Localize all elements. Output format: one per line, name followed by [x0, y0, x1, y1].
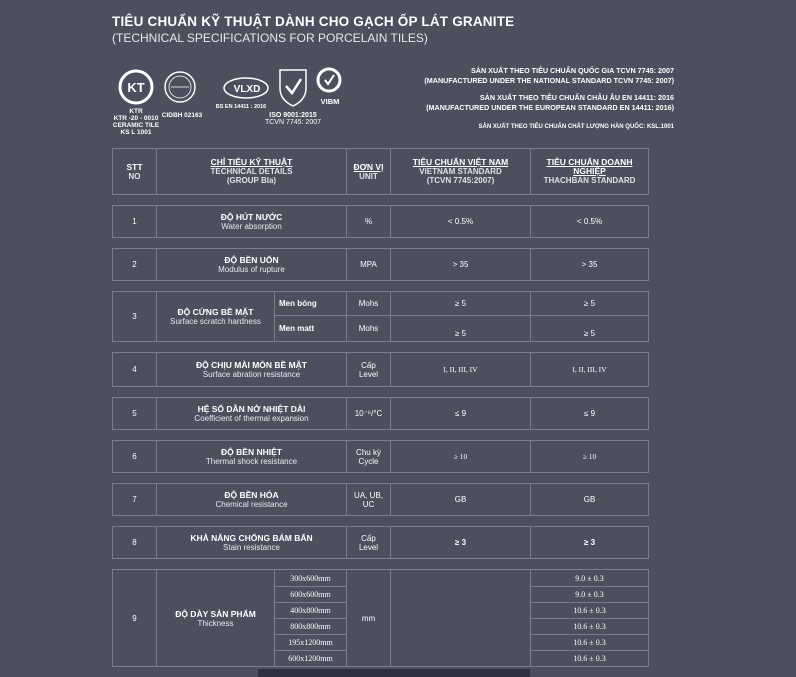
footer-bar — [258, 669, 530, 677]
thickness-size: 600x600mm — [275, 587, 347, 603]
thickness-size: 300x600mm — [275, 570, 347, 587]
row-co-value: < 0.5% — [531, 206, 649, 238]
thickness-value: 9.0 ± 0.3 — [531, 587, 649, 603]
row-no: 9 — [113, 570, 157, 667]
row-unit: Cấp Level — [347, 527, 391, 559]
thickness-size: 600x1200mm — [275, 651, 347, 667]
table-row — [113, 484, 649, 516]
product-certification-seal-icon — [163, 70, 197, 104]
header-stt: STT NO — [113, 149, 157, 195]
row-co-value: ≤ 9 — [531, 398, 649, 430]
header-vn-standard: TIÊU CHUẨN VIỆT NAM VIETNAM STANDARD (TCVN 7745:2007) — [391, 149, 531, 195]
row-spec: ĐỘ DÀY SẢN PHẨM Thickness — [157, 570, 275, 667]
row-unit: Mohs — [347, 316, 391, 342]
row-vn-value: ≥ 5 — [391, 292, 531, 316]
row-unit: UA, UB, UC — [347, 484, 391, 516]
kt-logo-icon — [116, 68, 156, 106]
row-vn-value: > 35 — [391, 249, 531, 281]
table-row — [113, 249, 649, 281]
row-no: 8 — [113, 527, 157, 559]
page-title: TIÊU CHUẨN KỸ THUẬT DÀNH CHO GẠCH ỐP LÁT GRANITE — [112, 14, 515, 29]
thickness-size: 800x800mm — [275, 619, 347, 635]
row-spec: ĐỘ BỀN UỐN Modulus of rupture — [157, 249, 347, 281]
thickness-size: 400x800mm — [275, 603, 347, 619]
row-spec: ĐỘ CỨNG BỀ MẶT Surface scratch hardness — [157, 292, 275, 342]
row-spec: ĐỘ BỀN HÓA Chemical resistance — [157, 484, 347, 516]
row-vn-value: < 0.5% — [391, 206, 531, 238]
spec-table — [112, 148, 649, 667]
vibm-caption: VIBM — [320, 97, 340, 106]
certification-logos — [106, 64, 381, 144]
row-co-value: I, II, III, IV — [531, 353, 649, 387]
row-vn-value — [391, 570, 531, 667]
iso-caption: ISO 9001:2015 TCVN 7745: 2007 — [264, 112, 322, 126]
standard-eu-en: (MANUFACTURED UNDER THE EUROPEAN STANDARD EN 14411: 2016) — [426, 103, 674, 112]
table-row — [113, 206, 649, 238]
page-subtitle: (TECHNICAL SPECIFICATIONS FOR PORCELAIN TILES) — [112, 31, 428, 45]
thickness-value: 10.6 ± 0.3 — [531, 651, 649, 667]
row-no: 1 — [113, 206, 157, 238]
ktr-caption: KTR KTR -20 - 0010 CERAMIC TILE KS L 1001 — [112, 108, 160, 136]
row-no: 6 — [113, 441, 157, 473]
row-vn-value: ≤ 9 — [391, 398, 531, 430]
row-subtype-matt: Men matt — [275, 316, 347, 342]
standard-korea: SẢN XUẤT THEO TIÊU CHUẨN CHẤT LƯỢNG HÀN QUỐC: KSL.1001 — [478, 124, 674, 130]
header-company-standard: TIÊU CHUẨN DOANH NGHIỆP THACHBAN STANDARD — [531, 149, 649, 195]
row-co-value: ≥ 3 — [531, 527, 649, 559]
vlxd-logo-icon — [214, 76, 270, 100]
thickness-value: 9.0 ± 0.3 — [531, 570, 649, 587]
row-unit: 10⁻⁶/°C — [347, 398, 391, 430]
row-vn-value: GB — [391, 484, 531, 516]
row-no: 5 — [113, 398, 157, 430]
thickness-value: 10.6 ± 0.3 — [531, 635, 649, 651]
row-co-value: GB — [531, 484, 649, 516]
row-spec: ĐỘ HÚT NƯỚC Water absorption — [157, 206, 347, 238]
row-subtype-gloss: Men bóng — [275, 292, 347, 316]
cert-caption: CIDBH 02163 — [161, 112, 203, 119]
row-unit: mm — [347, 570, 391, 667]
row-unit: MPA — [347, 249, 391, 281]
row-spec: ĐỘ BỀN NHIỆT Thermal shock resistance — [157, 441, 347, 473]
vibm-logo-icon — [314, 66, 344, 98]
thickness-value: 10.6 ± 0.3 — [531, 603, 649, 619]
row-no: 2 — [113, 249, 157, 281]
table-row — [113, 353, 649, 387]
kt-mark: KT — [127, 80, 145, 95]
thickness-value: 10.6 ± 0.3 — [531, 619, 649, 635]
row-co-value: ≥ 5 — [531, 316, 649, 342]
row-no: 3 — [113, 292, 157, 342]
row-vn-value: ≥ 10 — [391, 441, 531, 473]
row-vn-value: I, II, III, IV — [391, 353, 531, 387]
table-header-row — [113, 149, 649, 195]
row-co-value: > 35 — [531, 249, 649, 281]
standard-national-en: (MANUFACTURED UNDER THE NATIONAL STANDARD TCVN 7745: 2007) — [424, 76, 674, 85]
table-row — [113, 398, 649, 430]
row-vn-value: ≥ 5 — [391, 316, 531, 342]
row-no: 4 — [113, 353, 157, 387]
row-spec: ĐỘ CHỊU MÀI MÒN BỀ MẶT Surface abration resistance — [157, 353, 347, 387]
quality-shield-icon — [276, 66, 310, 108]
row-no: 7 — [113, 484, 157, 516]
row-co-value: ≥ 10 — [531, 441, 649, 473]
thickness-size: 195x1200mm — [275, 635, 347, 651]
table-row — [113, 527, 649, 559]
vlxd-caption: BS EN 14411 : 2016 — [215, 104, 267, 110]
row-unit: Mohs — [347, 292, 391, 316]
row-unit: Cấp Level — [347, 353, 391, 387]
row-vn-value: ≥ 3 — [391, 527, 531, 559]
row-unit: % — [347, 206, 391, 238]
standard-eu-vi: SẢN XUẤT THEO TIÊU CHUẨN CHÂU ÂU EN 14411: 2016 — [479, 93, 674, 102]
table-row — [113, 292, 649, 316]
row-unit: Chu kỳ Cycle — [347, 441, 391, 473]
table-row — [113, 441, 649, 473]
row-spec: KHẢ NĂNG CHỐNG BÁM BẨN Stain resistance — [157, 527, 347, 559]
vlxd-mark: VLXD — [233, 84, 261, 95]
header-spec: CHỈ TIÊU KỸ THUẬT TECHNICAL DETAILS (GROUP BIa) — [157, 149, 347, 195]
row-spec: HỆ SỐ DÃN NỞ NHIỆT DÀI Coefficient of thermal expansion — [157, 398, 347, 430]
standard-national-vi: SẢN XUẤT THEO TIÊU CHUẨN QUỐC GIA TCVN 7745: 2007 — [470, 66, 674, 75]
header-unit: ĐƠN VỊ UNIT — [347, 149, 391, 195]
table-row — [113, 570, 649, 587]
row-co-value: ≥ 5 — [531, 292, 649, 316]
